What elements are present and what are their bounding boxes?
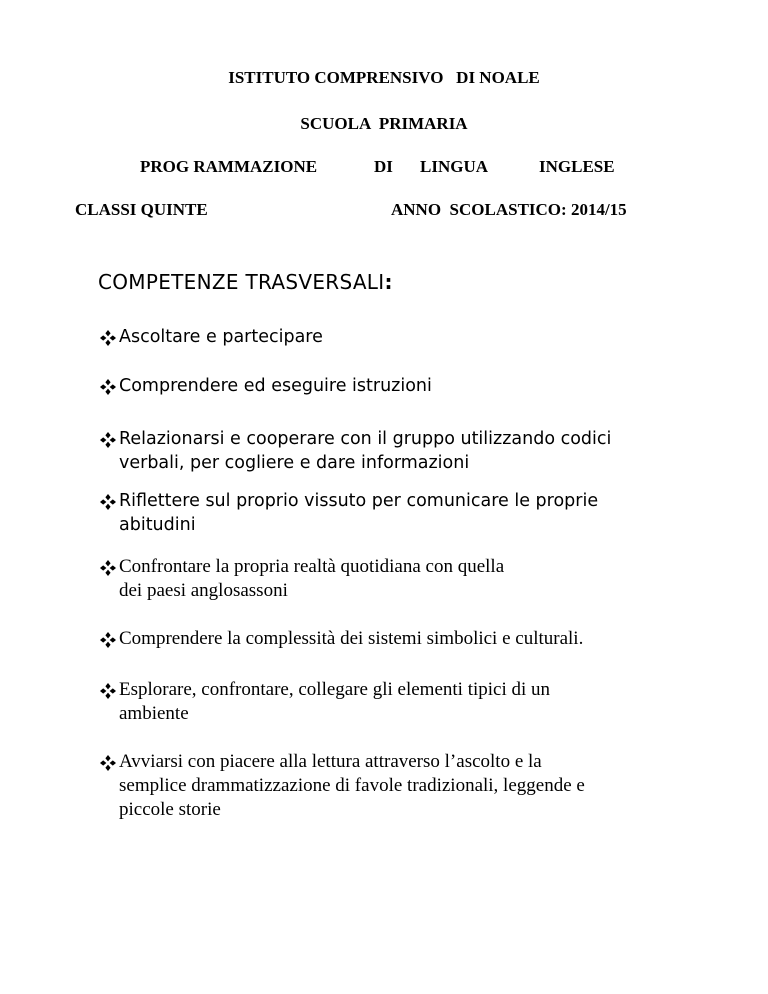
list-item-line: Confrontare la propria realtà quotidiana con quella [119,556,505,577]
list-item-line: ambiente [119,703,189,724]
school-year: ANNO SCOLASTICO: 2014/15 [391,200,627,219]
list-item-line: Esplorare, confrontare, collegare gli elementi tipici di un [119,679,551,700]
diamond-bullet-icon [98,678,118,702]
section-title-text: COMPETENZE TRASVERSALI [98,270,385,294]
list-item-line: Ascoltare e partecipare [119,327,323,347]
list-item [98,627,738,651]
list-item-line: piccole storie [119,799,221,820]
list-item-line: dei paesi anglosassoni [119,580,288,601]
list-item-line: Riflettere sul proprio vissuto per comunicare le proprie [119,491,599,511]
program-word: INGLESE [539,157,615,176]
section-title-colon: : [384,270,393,294]
list-item [98,427,718,475]
list-item [98,555,718,603]
program-word: PROG RAMMAZIONE [140,157,318,176]
diamond-bullet-icon [98,427,118,451]
diamond-bullet-icon [98,555,118,579]
diamond-bullet-icon [98,627,118,651]
list-item [98,325,718,349]
list-item-line: abitudini [119,515,196,535]
school-level: SCUOLA PRIMARIA [300,114,468,133]
diamond-bullet-icon [98,489,118,513]
section-title [98,270,393,294]
list-item-line: Relazionarsi e cooperare con il gruppo utilizzando codici [119,429,612,449]
list-item-line: semplice drammatizzazione di favole tradizionali, leggende e [119,775,585,796]
list-item-line: verbali, per cogliere e dare informazioni [119,453,470,473]
list-item [98,678,718,726]
program-word: DI [374,157,393,176]
list-item-line: Avviarsi con piacere alla lettura attraverso l’ascolto e la [119,751,542,772]
list-item-line: Comprendere la complessità dei sistemi simbolici e culturali. [119,628,584,649]
list-item-line: Comprendere ed eseguire istruzioni [119,376,432,396]
list-item [98,750,738,822]
program-word: LINGUA [420,157,489,176]
classes-label: CLASSI QUINTE [75,200,208,219]
school-name: ISTITUTO COMPRENSIVO DI NOALE [228,68,540,87]
diamond-bullet-icon [98,325,118,349]
diamond-bullet-icon [98,374,118,398]
diamond-bullet-icon [98,750,118,774]
list-item [98,489,718,537]
list-item [98,374,718,398]
